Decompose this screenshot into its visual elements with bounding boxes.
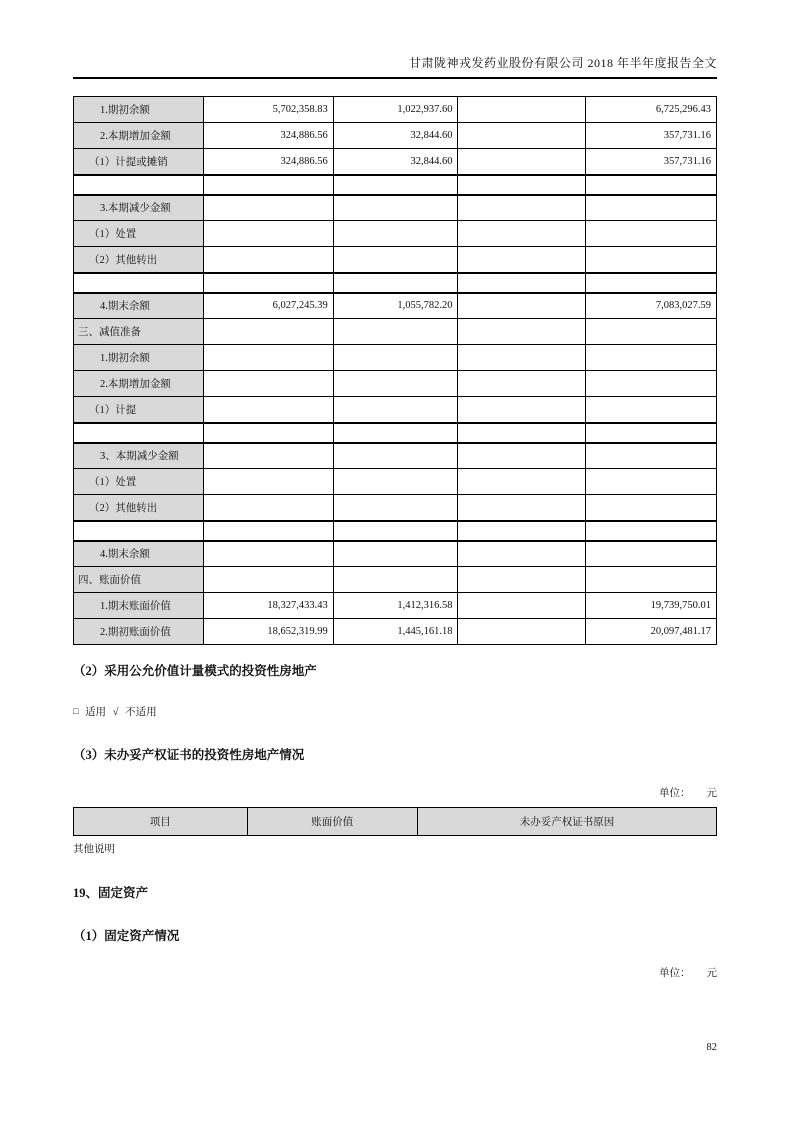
cell-value: [458, 319, 585, 345]
table-row: [74, 521, 717, 541]
unit-value: 元: [706, 788, 717, 799]
cert-col-item: 项目: [74, 808, 248, 836]
investment-property-table: [73, 96, 717, 645]
cell-value: [458, 293, 585, 319]
cell-value: 1,445,161.18: [333, 619, 458, 645]
cell-value: [585, 397, 716, 423]
cell-value: [585, 195, 716, 221]
table-row: [74, 345, 717, 371]
cert-table-header-row: [74, 808, 717, 836]
row-label: （1）处置: [74, 221, 204, 247]
row-label: （1）计提或摊销: [74, 149, 204, 175]
cell-value: [585, 345, 716, 371]
cell-value: [458, 345, 585, 371]
cell-value: [333, 521, 458, 541]
unit-label: 单位：: [659, 788, 691, 799]
row-label: 4.期末余额: [74, 293, 204, 319]
row-label: 2.本期增加金额: [74, 371, 204, 397]
cell-value: 1,412,316.58: [333, 593, 458, 619]
cell-value: [333, 273, 458, 293]
cell-value: 20,097,481.17: [585, 619, 716, 645]
row-label: 2.期初账面价值: [74, 619, 204, 645]
cell-value: [203, 221, 333, 247]
cell-value: [203, 345, 333, 371]
cell-value: 357,731.16: [585, 149, 716, 175]
cell-value: [585, 319, 716, 345]
cell-value: 6,725,296.43: [585, 97, 716, 123]
not-applicable-label: 不适用: [125, 707, 157, 718]
row-label: 三、减值准备: [74, 319, 204, 345]
cell-value: [458, 149, 585, 175]
cell-value: [458, 123, 585, 149]
cell-value: [458, 495, 585, 521]
cell-value: [585, 469, 716, 495]
cell-value: [203, 175, 333, 195]
row-label: 4.期末余额: [74, 541, 204, 567]
cell-value: [203, 423, 333, 443]
cell-value: [333, 345, 458, 371]
cell-value: [333, 541, 458, 567]
cert-col-reason: 未办妥产权证书原因: [418, 808, 717, 836]
cell-value: [458, 469, 585, 495]
cell-value: [585, 221, 716, 247]
cell-value: [585, 175, 716, 195]
cell-value: [203, 521, 333, 541]
cell-value: [333, 319, 458, 345]
cell-value: [203, 195, 333, 221]
cert-table: [73, 807, 717, 836]
table-row: [74, 319, 717, 345]
cell-value: [333, 397, 458, 423]
row-label: [74, 521, 204, 541]
cell-value: 324,886.56: [203, 123, 333, 149]
cell-value: [585, 495, 716, 521]
cell-value: [458, 97, 585, 123]
cell-value: [458, 175, 585, 195]
report-header-title: 甘肃陇神戎发药业股份有限公司 2018 年半年度报告全文: [408, 56, 717, 70]
cell-value: 18,327,433.43: [203, 593, 333, 619]
row-label: （1）计提: [74, 397, 204, 423]
cell-value: [585, 443, 716, 469]
cell-value: 32,844.60: [333, 149, 458, 175]
table-row: [74, 567, 717, 593]
row-label: 3、本期减少金额: [74, 443, 204, 469]
cell-value: [585, 541, 716, 567]
cell-value: [203, 495, 333, 521]
unit-value-2: 元: [706, 968, 717, 979]
cell-value: [333, 443, 458, 469]
cell-value: [458, 443, 585, 469]
cell-value: [458, 247, 585, 273]
cell-value: 7,083,027.59: [585, 293, 716, 319]
cell-value: [458, 221, 585, 247]
row-label: 1.期末账面价值: [74, 593, 204, 619]
cell-value: [458, 273, 585, 293]
row-label: 3.本期减少金额: [74, 195, 204, 221]
cell-value: 1,022,937.60: [333, 97, 458, 123]
row-label: （1）处置: [74, 469, 204, 495]
table-row: [74, 123, 717, 149]
table-row: [74, 175, 717, 195]
table-row: [74, 593, 717, 619]
cell-value: [333, 221, 458, 247]
row-label: [74, 273, 204, 293]
applicability-line: [73, 705, 717, 720]
cell-value: [458, 567, 585, 593]
cell-value: [585, 247, 716, 273]
checkbox-unchecked-icon: □: [73, 706, 79, 716]
cell-value: [458, 423, 585, 443]
cell-value: 357,731.16: [585, 123, 716, 149]
cell-value: [333, 247, 458, 273]
cell-value: [203, 541, 333, 567]
cell-value: 32,844.60: [333, 123, 458, 149]
fair-value-model-heading: （2）采用公允价值计量模式的投资性房地产: [73, 664, 317, 678]
row-label: （2）其他转出: [74, 495, 204, 521]
cell-value: [333, 469, 458, 495]
cell-value: [458, 593, 585, 619]
cell-value: 5,702,358.83: [203, 97, 333, 123]
table-row: [74, 469, 717, 495]
cell-value: [203, 397, 333, 423]
fixed-assets-sub-heading: （1）固定资产情况: [73, 929, 180, 943]
cell-value: [333, 371, 458, 397]
no-cert-heading: （3）未办妥产权证书的投资性房地产情况: [73, 748, 305, 762]
cell-value: [333, 195, 458, 221]
row-label: 2.本期增加金额: [74, 123, 204, 149]
table-row: [74, 247, 717, 273]
unit-label-2: 单位：: [659, 968, 691, 979]
table-row: [74, 273, 717, 293]
cell-value: [203, 371, 333, 397]
cell-value: [203, 567, 333, 593]
cell-value: [458, 521, 585, 541]
cell-value: [203, 273, 333, 293]
cell-value: [203, 247, 333, 273]
cell-value: [333, 567, 458, 593]
cell-value: [585, 423, 716, 443]
table-row: [74, 397, 717, 423]
row-label: 1.期初余额: [74, 97, 204, 123]
table-row: [74, 443, 717, 469]
row-label: [74, 175, 204, 195]
cell-value: 19,739,750.01: [585, 593, 716, 619]
table-row: [74, 221, 717, 247]
table-row: [74, 371, 717, 397]
page-number: 82: [706, 1042, 717, 1053]
cell-value: [458, 541, 585, 567]
investment-property-table-body: [74, 97, 717, 645]
table-row: [74, 195, 717, 221]
other-note-label: 其他说明: [73, 844, 115, 855]
cell-value: 1,055,782.20: [333, 293, 458, 319]
unit-line-2: [73, 967, 717, 981]
check-mark-icon: √: [112, 707, 119, 718]
row-label: 1.期初余额: [74, 345, 204, 371]
cell-value: [458, 397, 585, 423]
cell-value: [203, 443, 333, 469]
cell-value: [585, 567, 716, 593]
cell-value: 18,652,319.99: [203, 619, 333, 645]
table-row: [74, 149, 717, 175]
row-label: 四、账面价值: [74, 567, 204, 593]
cell-value: [203, 469, 333, 495]
cell-value: [203, 319, 333, 345]
table-row: [74, 495, 717, 521]
cell-value: [585, 273, 716, 293]
cell-value: 324,886.56: [203, 149, 333, 175]
table-row: [74, 97, 717, 123]
cell-value: [333, 423, 458, 443]
cell-value: [585, 521, 716, 541]
cell-value: [585, 371, 716, 397]
table-row: [74, 423, 717, 443]
table-row: [74, 619, 717, 645]
cell-value: [458, 371, 585, 397]
table-row: [74, 293, 717, 319]
cell-value: 6,027,245.39: [203, 293, 333, 319]
row-label: [74, 423, 204, 443]
cell-value: [333, 495, 458, 521]
cell-value: [458, 619, 585, 645]
unit-line: [73, 787, 717, 801]
cert-col-book-value: 账面价值: [247, 808, 417, 836]
table-row: [74, 541, 717, 567]
applicable-label: 适用: [85, 707, 107, 718]
fixed-assets-heading: 19、固定资产: [73, 886, 149, 900]
header-divider: [73, 77, 717, 79]
cell-value: [458, 195, 585, 221]
cell-value: [333, 175, 458, 195]
row-label: （2）其他转出: [74, 247, 204, 273]
